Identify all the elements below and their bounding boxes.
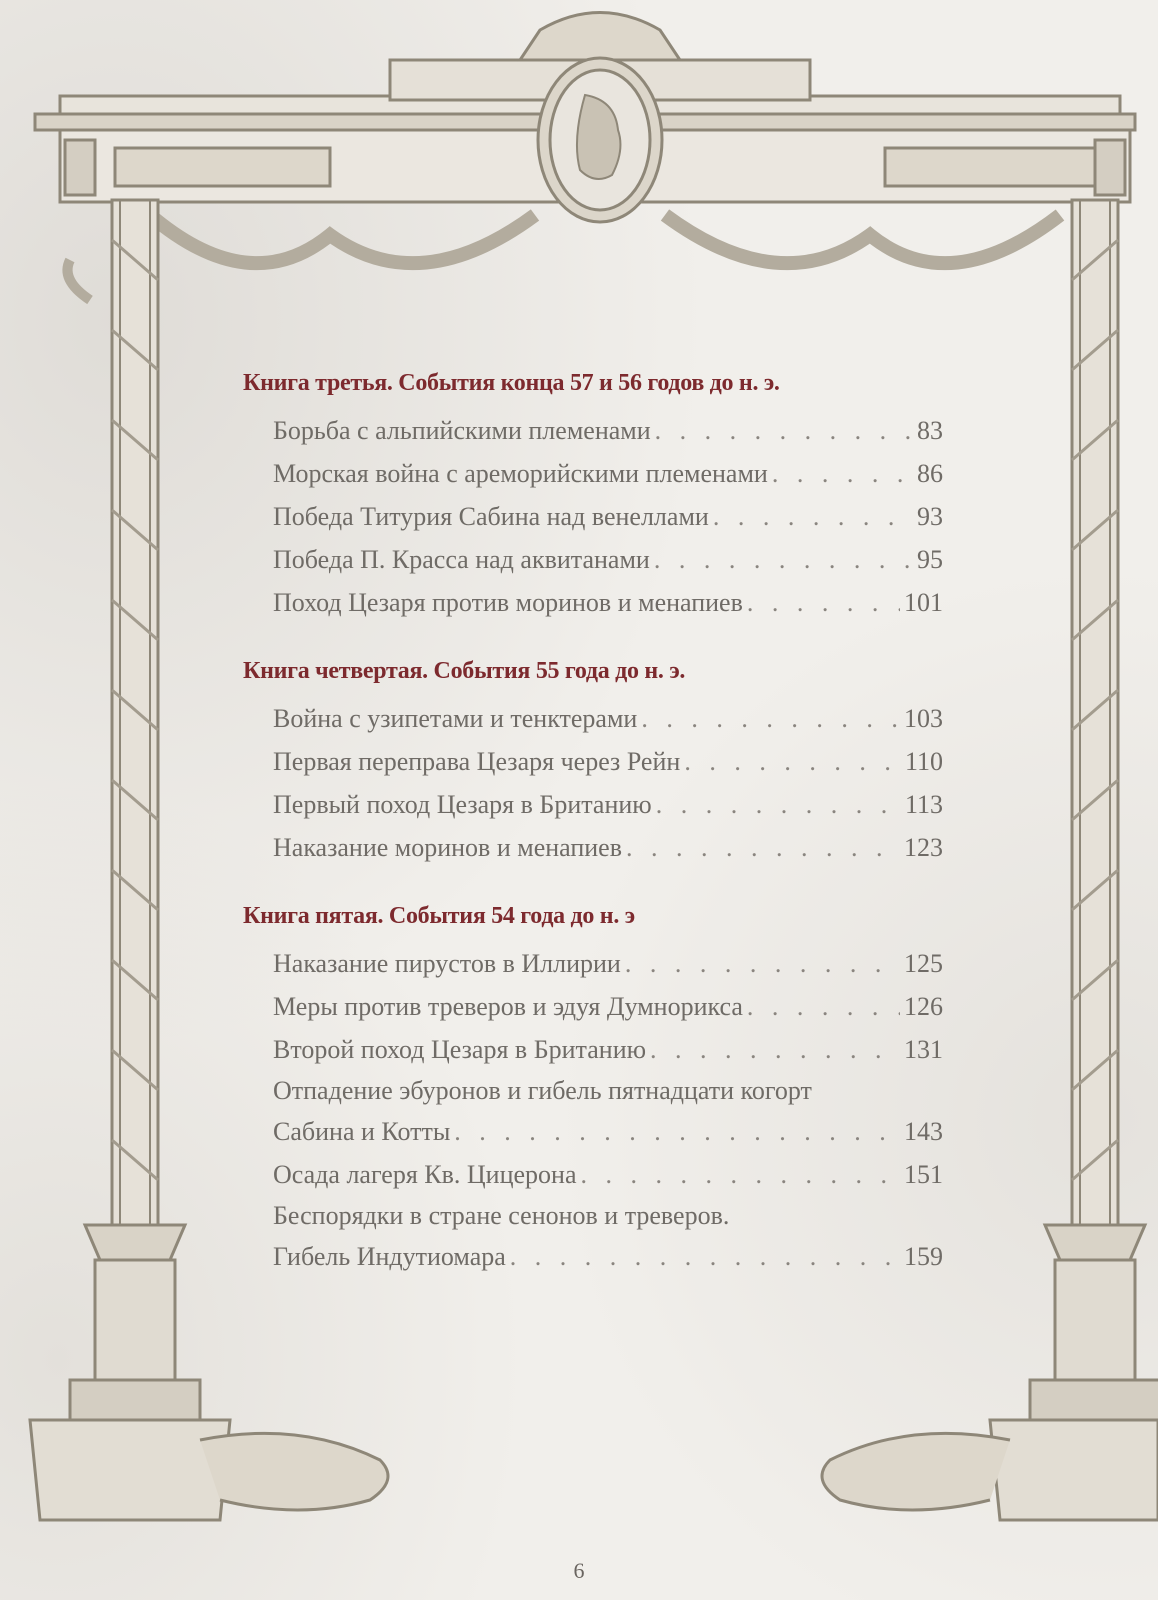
page-ref: 125: [904, 949, 943, 978]
toc-section-book-4: [243, 658, 963, 869]
toc-entry: Поход Цезаря против моринов и менапиев . . . 101: [273, 581, 943, 624]
section-title: Книга пятая. События 54 года до н. э: [243, 903, 635, 929]
toc-entry: Морская война с ареморийскими племенами . . . 86: [273, 452, 943, 495]
page-ref: 131: [904, 1035, 943, 1064]
toc-entry: Беспорядки в стране сенонов и треверов. Гибель Индутиомара . . . 159: [273, 1196, 943, 1278]
toc-entry: Первый поход Цезаря в Британию . . . 113: [273, 783, 943, 826]
table-of-contents: [243, 370, 963, 1312]
toc-entry: Победа Титурия Сабина над венеллами . . . 93: [273, 495, 943, 538]
page-ref: 151: [904, 1160, 943, 1189]
toc-section-book-3: [243, 370, 963, 624]
page-ref: 93: [917, 502, 943, 531]
page-number: 6: [573, 1558, 585, 1583]
toc-entry: Отпадение эбуронов и гибель пятнадцати когорт Сабина и Котты . . . 143: [273, 1071, 943, 1153]
toc-entry: Наказание пирустов в Иллирии . . . 125: [273, 942, 943, 985]
page-ref: 159: [904, 1242, 943, 1271]
section-title: Книга третья. События конца 57 и 56 годов до н. э.: [243, 370, 780, 396]
toc-entry: Меры против треверов и эдуя Думнорикса . . . 126: [273, 985, 943, 1028]
toc-entry: Осада лагеря Кв. Цицерона . . . 151: [273, 1153, 943, 1196]
toc-entry: Первая переправа Цезаря через Рейн . . . 110: [273, 740, 943, 783]
toc-entry: Второй поход Цезаря в Британию . . . 131: [273, 1028, 943, 1071]
page-ref: 95: [917, 545, 943, 574]
page-ref: 126: [904, 992, 943, 1021]
toc-entry: Победа П. Красса над аквитанами . . . 95: [273, 538, 943, 581]
toc-entry: Борьба с альпийскими племенами . . . 83: [273, 409, 943, 452]
page-ref: 123: [904, 833, 943, 862]
toc-entry: Война с узипетами и тенктерами . . . 103: [273, 697, 943, 740]
section-title: Книга четвертая. События 55 года до н. э.: [243, 658, 686, 684]
page-ref: 101: [904, 588, 943, 617]
page-ref: 103: [904, 704, 943, 733]
toc-entry: Наказание моринов и менапиев . . . 123: [273, 826, 943, 869]
toc-section-book-5: [243, 903, 963, 1278]
page-ref: 143: [904, 1117, 943, 1146]
page-ref: 83: [917, 416, 943, 445]
page-ref: 86: [917, 459, 943, 488]
page-ref: 110: [904, 747, 943, 776]
page-ref: 113: [904, 790, 943, 819]
